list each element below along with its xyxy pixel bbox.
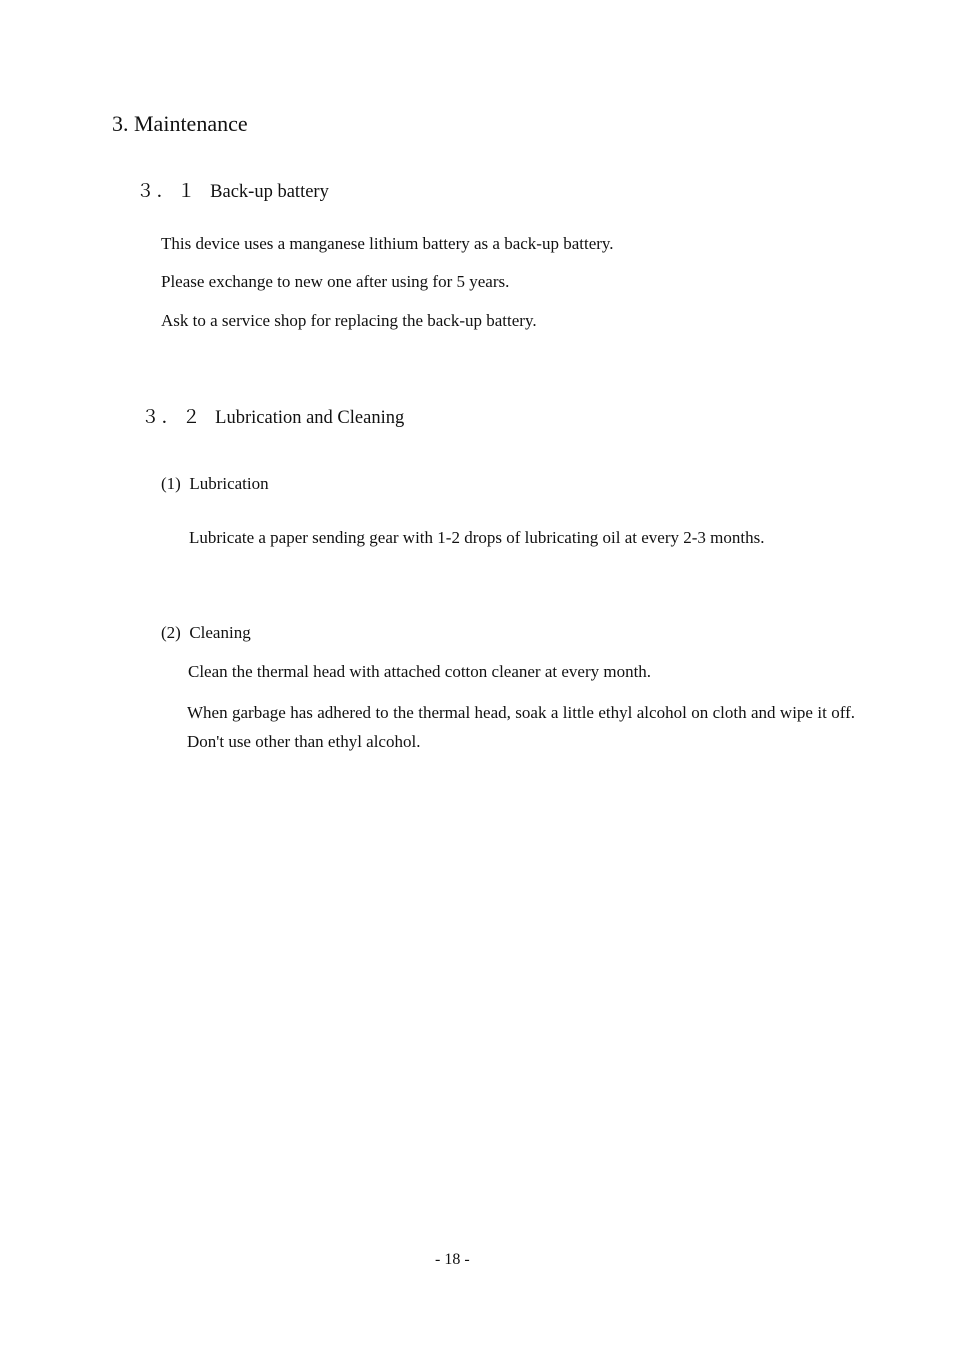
page-number: - 18 - (435, 1251, 470, 1268)
section-number: ３ ． １ (136, 182, 196, 202)
paragraph: When garbage has adhered to the thermal head, soak a little ethyl alcohol on cloth and wipe it off. Don't use other than ethyl alcohol. (187, 703, 855, 751)
section-heading-lubrication-cleaning (141, 406, 404, 430)
paragraph: Clean the thermal head with attached cotton cleaner at every month. (188, 662, 652, 681)
paragraph: This device uses a manganese lithium battery as a back-up battery. (161, 234, 614, 253)
paragraph: Ask to a service shop for replacing the back-up battery. (161, 311, 537, 330)
subsection-heading-lubrication: (1) Lubrication (161, 474, 269, 493)
subsection-heading-cleaning: (2) Cleaning (161, 623, 251, 642)
paragraph: Please exchange to new one after using for 5 years. (161, 272, 510, 291)
paragraph: Lubricate a paper sending gear with 1-2 drops of lubricating oil at every 2-3 months. (189, 528, 765, 547)
section-title: Back-up battery (210, 182, 329, 202)
chapter-title: 3. Maintenance (112, 111, 248, 136)
section-title: Lubrication and Cleaning (215, 408, 405, 428)
section-heading-backup-battery (136, 180, 329, 204)
section-number: ３ ． ２ (141, 408, 201, 428)
